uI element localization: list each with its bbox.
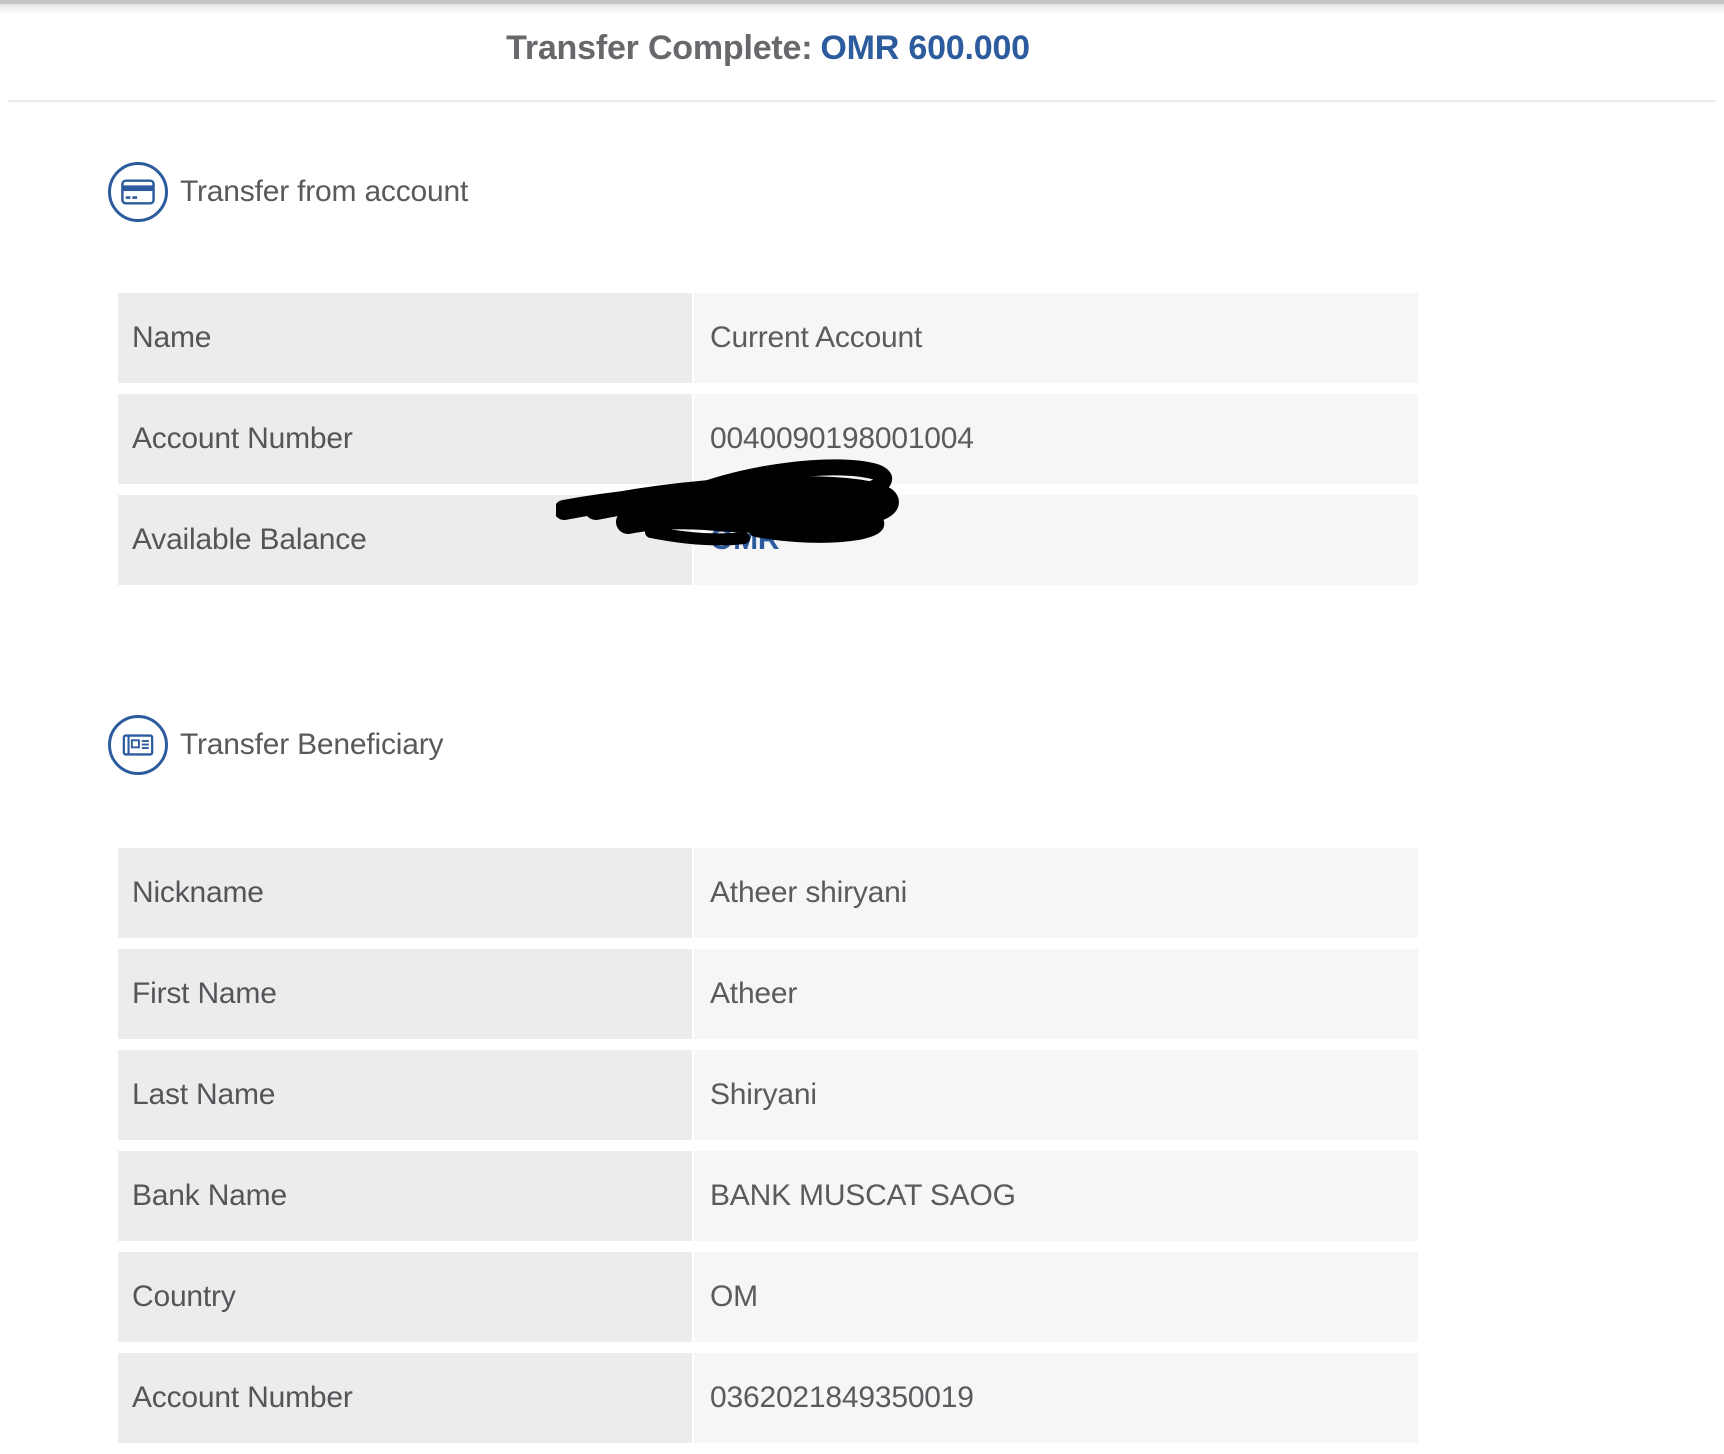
row-value: BANK MUSCAT SAOG: [694, 1151, 1418, 1241]
row-value: Atheer: [694, 949, 1418, 1039]
row-value: Atheer shiryani: [694, 848, 1418, 938]
credit-card-icon: [108, 162, 168, 222]
page-title-amount: OMR 600.000: [820, 29, 1030, 67]
table-row: [118, 394, 1418, 484]
row-value: 0040090198001004: [694, 394, 1418, 484]
table-row: [118, 1151, 1418, 1241]
row-value-redacted: OMR: [694, 495, 1418, 585]
header-divider: [8, 100, 1716, 102]
table-row: [118, 949, 1418, 1039]
row-value: Current Account: [694, 293, 1418, 383]
row-label: Country: [118, 1252, 692, 1342]
page-title-prefix: Transfer Complete:: [506, 29, 813, 67]
top-shadow: [0, 4, 1724, 14]
section-beneficiary-header: [108, 715, 443, 775]
table-row: [118, 1050, 1418, 1140]
section-from-account-header: [108, 162, 468, 222]
page-title: [118, 22, 1418, 74]
row-label: Name: [118, 293, 692, 383]
row-label: Nickname: [118, 848, 692, 938]
table-row: [118, 1353, 1418, 1443]
row-label: Account Number: [118, 1353, 692, 1443]
table-row: [118, 1252, 1418, 1342]
table-row: [118, 495, 1418, 585]
row-value: 0362021849350019: [694, 1353, 1418, 1443]
row-label: Account Number: [118, 394, 692, 484]
beneficiary-table: [118, 848, 1418, 1454]
row-label: Last Name: [118, 1050, 692, 1140]
row-label: Bank Name: [118, 1151, 692, 1241]
row-value: OM: [694, 1252, 1418, 1342]
section-beneficiary-title: Transfer Beneficiary: [180, 728, 444, 761]
from-account-table: [118, 293, 1418, 596]
section-from-account-title: Transfer from account: [180, 175, 469, 208]
row-label: First Name: [118, 949, 692, 1039]
row-label: Available Balance: [118, 495, 692, 585]
row-value: Shiryani: [694, 1050, 1418, 1140]
beneficiary-document-icon: [108, 715, 168, 775]
table-row: [118, 848, 1418, 938]
table-row: [118, 293, 1418, 383]
